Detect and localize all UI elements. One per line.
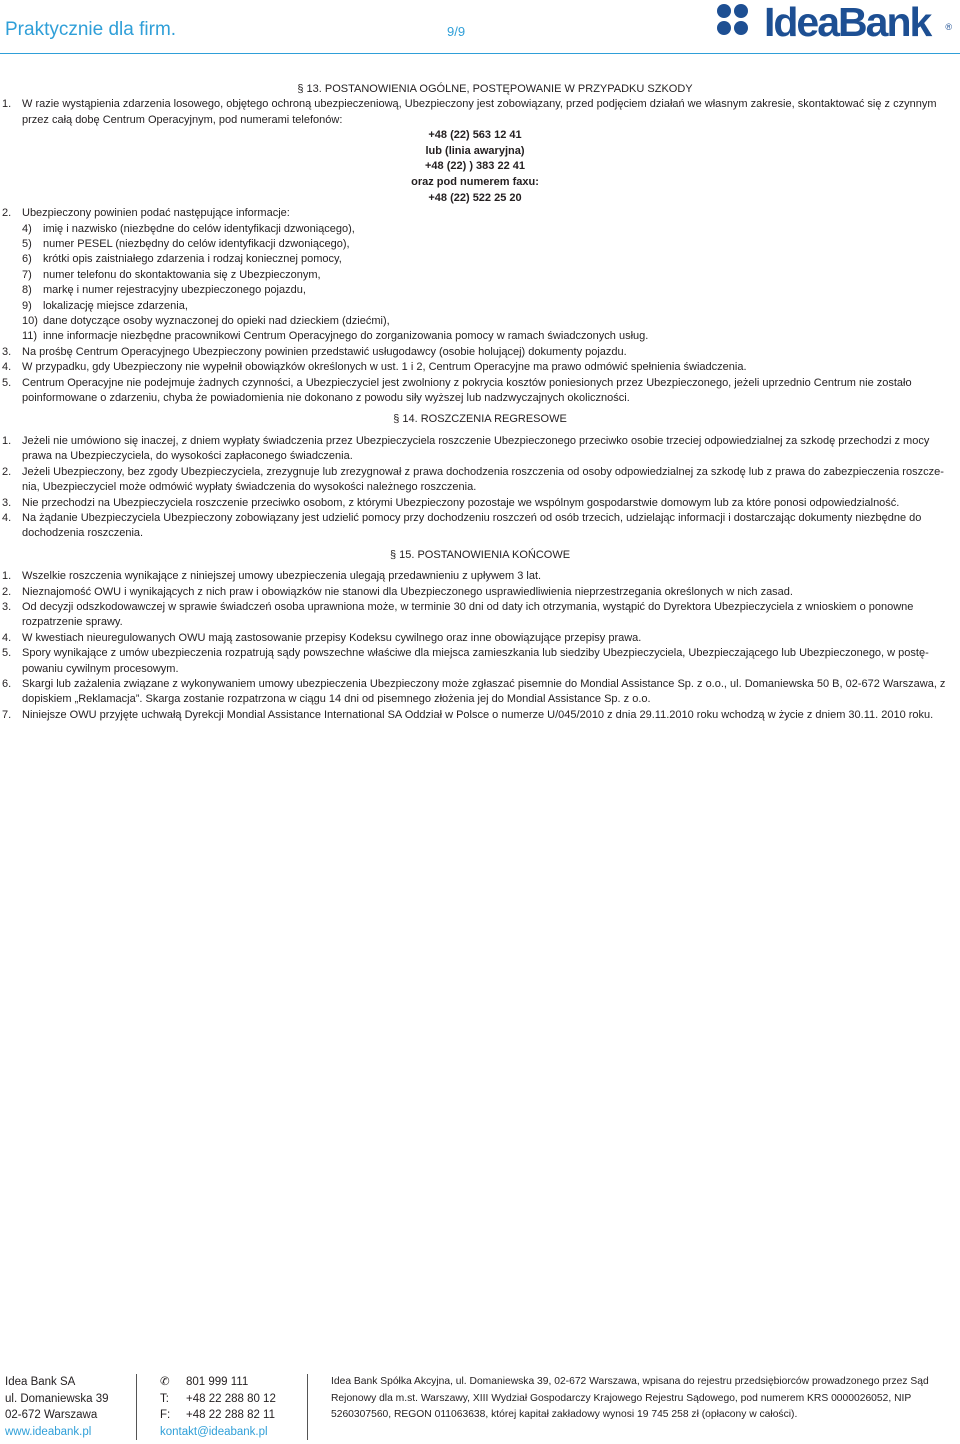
hotline-number: 801 999 111 xyxy=(186,1376,249,1388)
footer-divider xyxy=(307,1374,308,1440)
item-text: Wszelkie roszczenia wynikające z niniejszej umowy ubezpieczenia ulegają przedawnieniu z upływem 3 lat. xyxy=(22,570,542,583)
footer-divider xyxy=(136,1374,137,1440)
sec15-item-3 xyxy=(0,600,960,631)
item-text: Na żądanie Ubezpieczyciela Ubezpieczony zobowiązany jest udzielić pomocy przy dochodzeniu roszczeń od osób trzecich, udzielając informacji i dostarczając dokumenty niezbędne do dochodzenia roszczenia. xyxy=(22,511,922,540)
section-13-title: § 13. POSTANOWIENIA OGÓLNE, POSTĘPOWANIE W PRZYPADKU SZKODY xyxy=(297,83,693,95)
sub-text: krótki opis zaistniałego zdarzenia i rodzaj koniecznej pomocy, xyxy=(43,253,342,266)
footer-hotline xyxy=(160,1374,276,1391)
item-number: 2. xyxy=(2,465,12,478)
sub-number: 5) xyxy=(22,238,32,250)
item-text: Spory wynikające z umów ubezpieczenia rozpatrują sądy powszechne właściwe dla miejsca zamieszkania lub siedziby Ubezpieczyciela, Ubezpieczającego lub Ubezpieczonego, w postę-powaniu cywilnym procesowym. xyxy=(22,647,929,675)
item-text: Jeżeli nie umówiono się inaczej, z dniem wypłaty świadczenia przez Ubezpieczyciela roszczenie Ubezpieczonego przeciwko osobie trzeciej odpowiedzialnej za szkodę przechodzi z mocy prawa na Ubezpieczyciela, do wysokości zapłaconego świadczenia. xyxy=(22,434,930,463)
sub-text: dane dotyczące osoby wyznaczonej do opieki nad dzieckiem (dziećmi), xyxy=(43,315,390,328)
footer-email-link[interactable]: kontakt@ideabank.pl xyxy=(160,1425,268,1438)
sub-number: 6) xyxy=(22,253,32,266)
sub-text: numer PESEL (niezbędny do celów identyfikacji dzwoniącego), xyxy=(43,238,350,250)
sub-item xyxy=(0,222,960,237)
logo-dots-icon xyxy=(714,2,762,44)
sub-number: 4) xyxy=(22,222,32,235)
sec14-item-2 xyxy=(0,465,960,496)
sub-number: 7) xyxy=(22,268,32,281)
footer-website-link[interactable]: www.ideabank.pl xyxy=(5,1425,92,1438)
sec13-item-5 xyxy=(0,376,960,407)
idea-bank-logo xyxy=(714,2,954,44)
footer-street: ul. Domaniewska 39 xyxy=(5,1392,109,1405)
phone-numbers xyxy=(0,128,960,206)
section-14-title: § 14. ROSZCZENIA REGRESOWE xyxy=(393,413,567,426)
phone-line: +48 (22) 522 25 20 xyxy=(428,191,522,204)
item-number: 4. xyxy=(2,631,12,644)
sec15-item-2 xyxy=(0,585,960,600)
sub-number: 8) xyxy=(22,284,32,297)
sec14-item-4 xyxy=(0,511,960,542)
item-number: 1. xyxy=(2,570,12,583)
sub-text: imię i nazwisko (niezbędne do celów identyfikacji dzwoniącego), xyxy=(43,222,355,235)
sub-text: lokalizację miejsce zdarzenia, xyxy=(43,299,188,312)
item-text: Skargi lub zażalenia związane z wykonywaniem umowy ubezpieczenia Ubezpieczony może zgłaszać pisemnie do Mondial Assistance Sp. z o.o., ul. Domaniewska 50 B, 02-672 Warszawa, z dopiskiem „Reklamacja”. Skarga zostanie rozpatrzona w ciągu 14 dni od pisemnego złożenia jej do Mondial Assistance Sp. z o.o. xyxy=(22,677,946,706)
sub-item xyxy=(0,268,960,283)
sec13-item-4 xyxy=(0,360,960,375)
item-text: W razie wystąpienia zdarzenia losowego, objętego ochroną ubezpieczeniową, Ubezpieczony jest zobowiązany, przed podjęciem działań we własnym zakresie, skontaktować się z czynnym przez całą dobę Centrum Operacyjnym, pod numerami telefonów: xyxy=(22,98,937,126)
item-text: Na prośbę Centrum Operacyjnego Ubezpieczony powinien przedstawić usługodawcy (osobie holującej) dokumenty pojazdu. xyxy=(22,345,627,358)
item-number: 2. xyxy=(2,585,12,598)
document-body xyxy=(0,82,960,723)
phone-icon: ✆ xyxy=(160,1376,170,1388)
item-text: W przypadku, gdy Ubezpieczony nie wypełnił obowiązków określonych w ust. 1 i 2, Centrum Operacyjne ma prawo odmówić spełnienia świadczenia. xyxy=(22,361,747,374)
sub-item xyxy=(0,314,960,329)
page-footer xyxy=(0,1374,960,1444)
tagline: Praktycznie dla firm. xyxy=(5,19,177,40)
sec15-item-6 xyxy=(0,677,960,708)
sec13-item-3 xyxy=(0,345,960,360)
sec13-item-2 xyxy=(0,206,960,221)
sub-text: inne informacje niezbędne pracownikowi Centrum Operacyjnego do zorganizowania pomocy w ramach świadczonych usług. xyxy=(43,330,649,343)
item-number: 3. xyxy=(2,345,12,358)
sec15-item-4 xyxy=(0,631,960,646)
sub-text: numer telefonu do skontaktowania się z Ubezpieczonym, xyxy=(43,268,321,281)
item-number: 3. xyxy=(2,496,12,509)
sub-item xyxy=(0,329,960,344)
sec13-item-1 xyxy=(0,97,960,128)
phone-line: +48 (22) 563 12 41 xyxy=(428,129,522,142)
item-number: 4. xyxy=(2,511,12,524)
sec15-item-5 xyxy=(0,646,960,677)
footer-tel xyxy=(160,1391,276,1408)
page-number: 9/9 xyxy=(447,24,466,39)
footer-address xyxy=(5,1374,109,1440)
item-text: Ubezpieczony powinien podać następujące informacje: xyxy=(22,207,290,220)
phone-line: oraz pod numerem faxu: xyxy=(411,176,539,188)
item-text: Niniejsze OWU przyjęte uchwałą Dyrekcji Mondial Assistance International SA Oddział w Polsce o numerze U/045/2010 z dnia 29.11.2010 roku wchodzą w życie z dniem 30.11. 2010 roku. xyxy=(22,708,934,721)
item-number: 4. xyxy=(2,361,12,374)
header-rule xyxy=(0,53,960,54)
sec14-item-3 xyxy=(0,496,960,511)
item-number: 5. xyxy=(2,376,12,389)
item-number: 1. xyxy=(2,98,12,111)
sec14-item-1 xyxy=(0,434,960,465)
fax-number: +48 22 288 82 11 xyxy=(186,1409,275,1421)
item-text: Nieznajomość OWU i wynikających z nich praw i obowiązków nie stanowi dla Ubezpieczonego usprawiedliwienia nieprzestrzegania określonych w nich zasad. xyxy=(22,585,793,598)
item-text: Centrum Operacyjne nie podejmuje żadnych czynności, a Ubezpieczyciel jest zwolniony z pokrycia kosztów poniesionych przez Ubezpieczonego, jeżeli uprzednio Centrum nie zostało poinformowane o zdarzeniu, chyba że powiadomienia nie dokonano z powodu siły wyższej lub nadzwyczajnych okoliczności. xyxy=(22,376,912,405)
logo-registered-mark: ® xyxy=(945,22,952,32)
footer-city: 02-672 Warszawa xyxy=(5,1409,98,1421)
sub-item xyxy=(0,237,960,252)
sec15-item-1 xyxy=(0,569,960,584)
item-text: W kwestiach nieuregulowanych OWU mają zastosowanie przepisy Kodeksu cywilnego oraz inne obowiązujące przepisy prawa. xyxy=(22,631,642,644)
sub-item xyxy=(0,299,960,314)
sub-number: 9) xyxy=(22,299,32,312)
phone-line: +48 (22) ) 383 22 41 xyxy=(425,160,525,173)
sub-number: 10) xyxy=(22,315,38,328)
section-15-title: § 15. POSTANOWIENIA KOŃCOWE xyxy=(389,548,571,561)
sub-number: 11) xyxy=(22,330,38,343)
item-number: 7. xyxy=(2,708,12,721)
footer-contact xyxy=(160,1374,276,1440)
item-text: Jeżeli Ubezpieczony, bez zgody Ubezpieczyciela, zrezygnuje lub zrezygnował z prawa dochodzenia roszczenia od osoby odpowiedzialnej za szkodę lub z prawa do zabezpieczenia roszcze-nia, Ubezpieczyciel może odmówić wypłaty świadczenia do wysokości należnego roszczenia. xyxy=(22,465,944,494)
fax-label: F: xyxy=(160,1409,171,1421)
item-number: 3. xyxy=(2,600,12,613)
sub-item xyxy=(0,283,960,298)
footer-fax xyxy=(160,1407,276,1424)
item-text: Nie przechodzi na Ubezpieczyciela roszczenie przeciwko osobom, z którymi Ubezpieczony pozostaje we wspólnym gospodarstwie domowym lub za które ponosi odpowiedzialność. xyxy=(22,496,900,509)
item-number: 2. xyxy=(2,207,12,220)
tel-label: T: xyxy=(160,1392,169,1405)
tel-number: +48 22 288 80 12 xyxy=(186,1392,276,1405)
sub-text: markę i numer rejestracyjny ubezpieczonego pojazdu, xyxy=(43,284,306,297)
phone-line: lub (linia awaryjna) xyxy=(425,144,525,157)
item-text: Od decyzji odszkodowawczej w sprawie świadczeń osoba uprawniona może, w terminie 30 dni od daty ich otrzymania, wystąpić do Dyrektora Ubezpieczyciela z wnioskiem o ponowne rozpatrzenie sprawy. xyxy=(22,600,914,629)
sub-item xyxy=(0,252,960,267)
sec15-item-7 xyxy=(0,708,960,723)
item-number: 5. xyxy=(2,647,12,660)
page-header xyxy=(0,0,960,60)
footer-legal-text: Idea Bank Spółka Akcyjna, ul. Domaniewska 39, 02-672 Warszawa, wpisana do rejestru przedsiębiorców prowadzonego przez Sąd Rejonowy dla m.st. Warszawy, XIII Wydział Gospodarczy Krajowego Rejestru Sądowego, pod numerem KRS 0000026052, NIP 5260307560, REGON 011063638, której kapitał zakładowy wynosi 19 745 258 zł (opłacony w całości). xyxy=(331,1376,929,1421)
item-number: 6. xyxy=(2,677,12,690)
item-number: 1. xyxy=(2,434,12,447)
logo-wordmark: IdeaBank xyxy=(764,0,931,45)
footer-company: Idea Bank SA xyxy=(5,1376,76,1388)
